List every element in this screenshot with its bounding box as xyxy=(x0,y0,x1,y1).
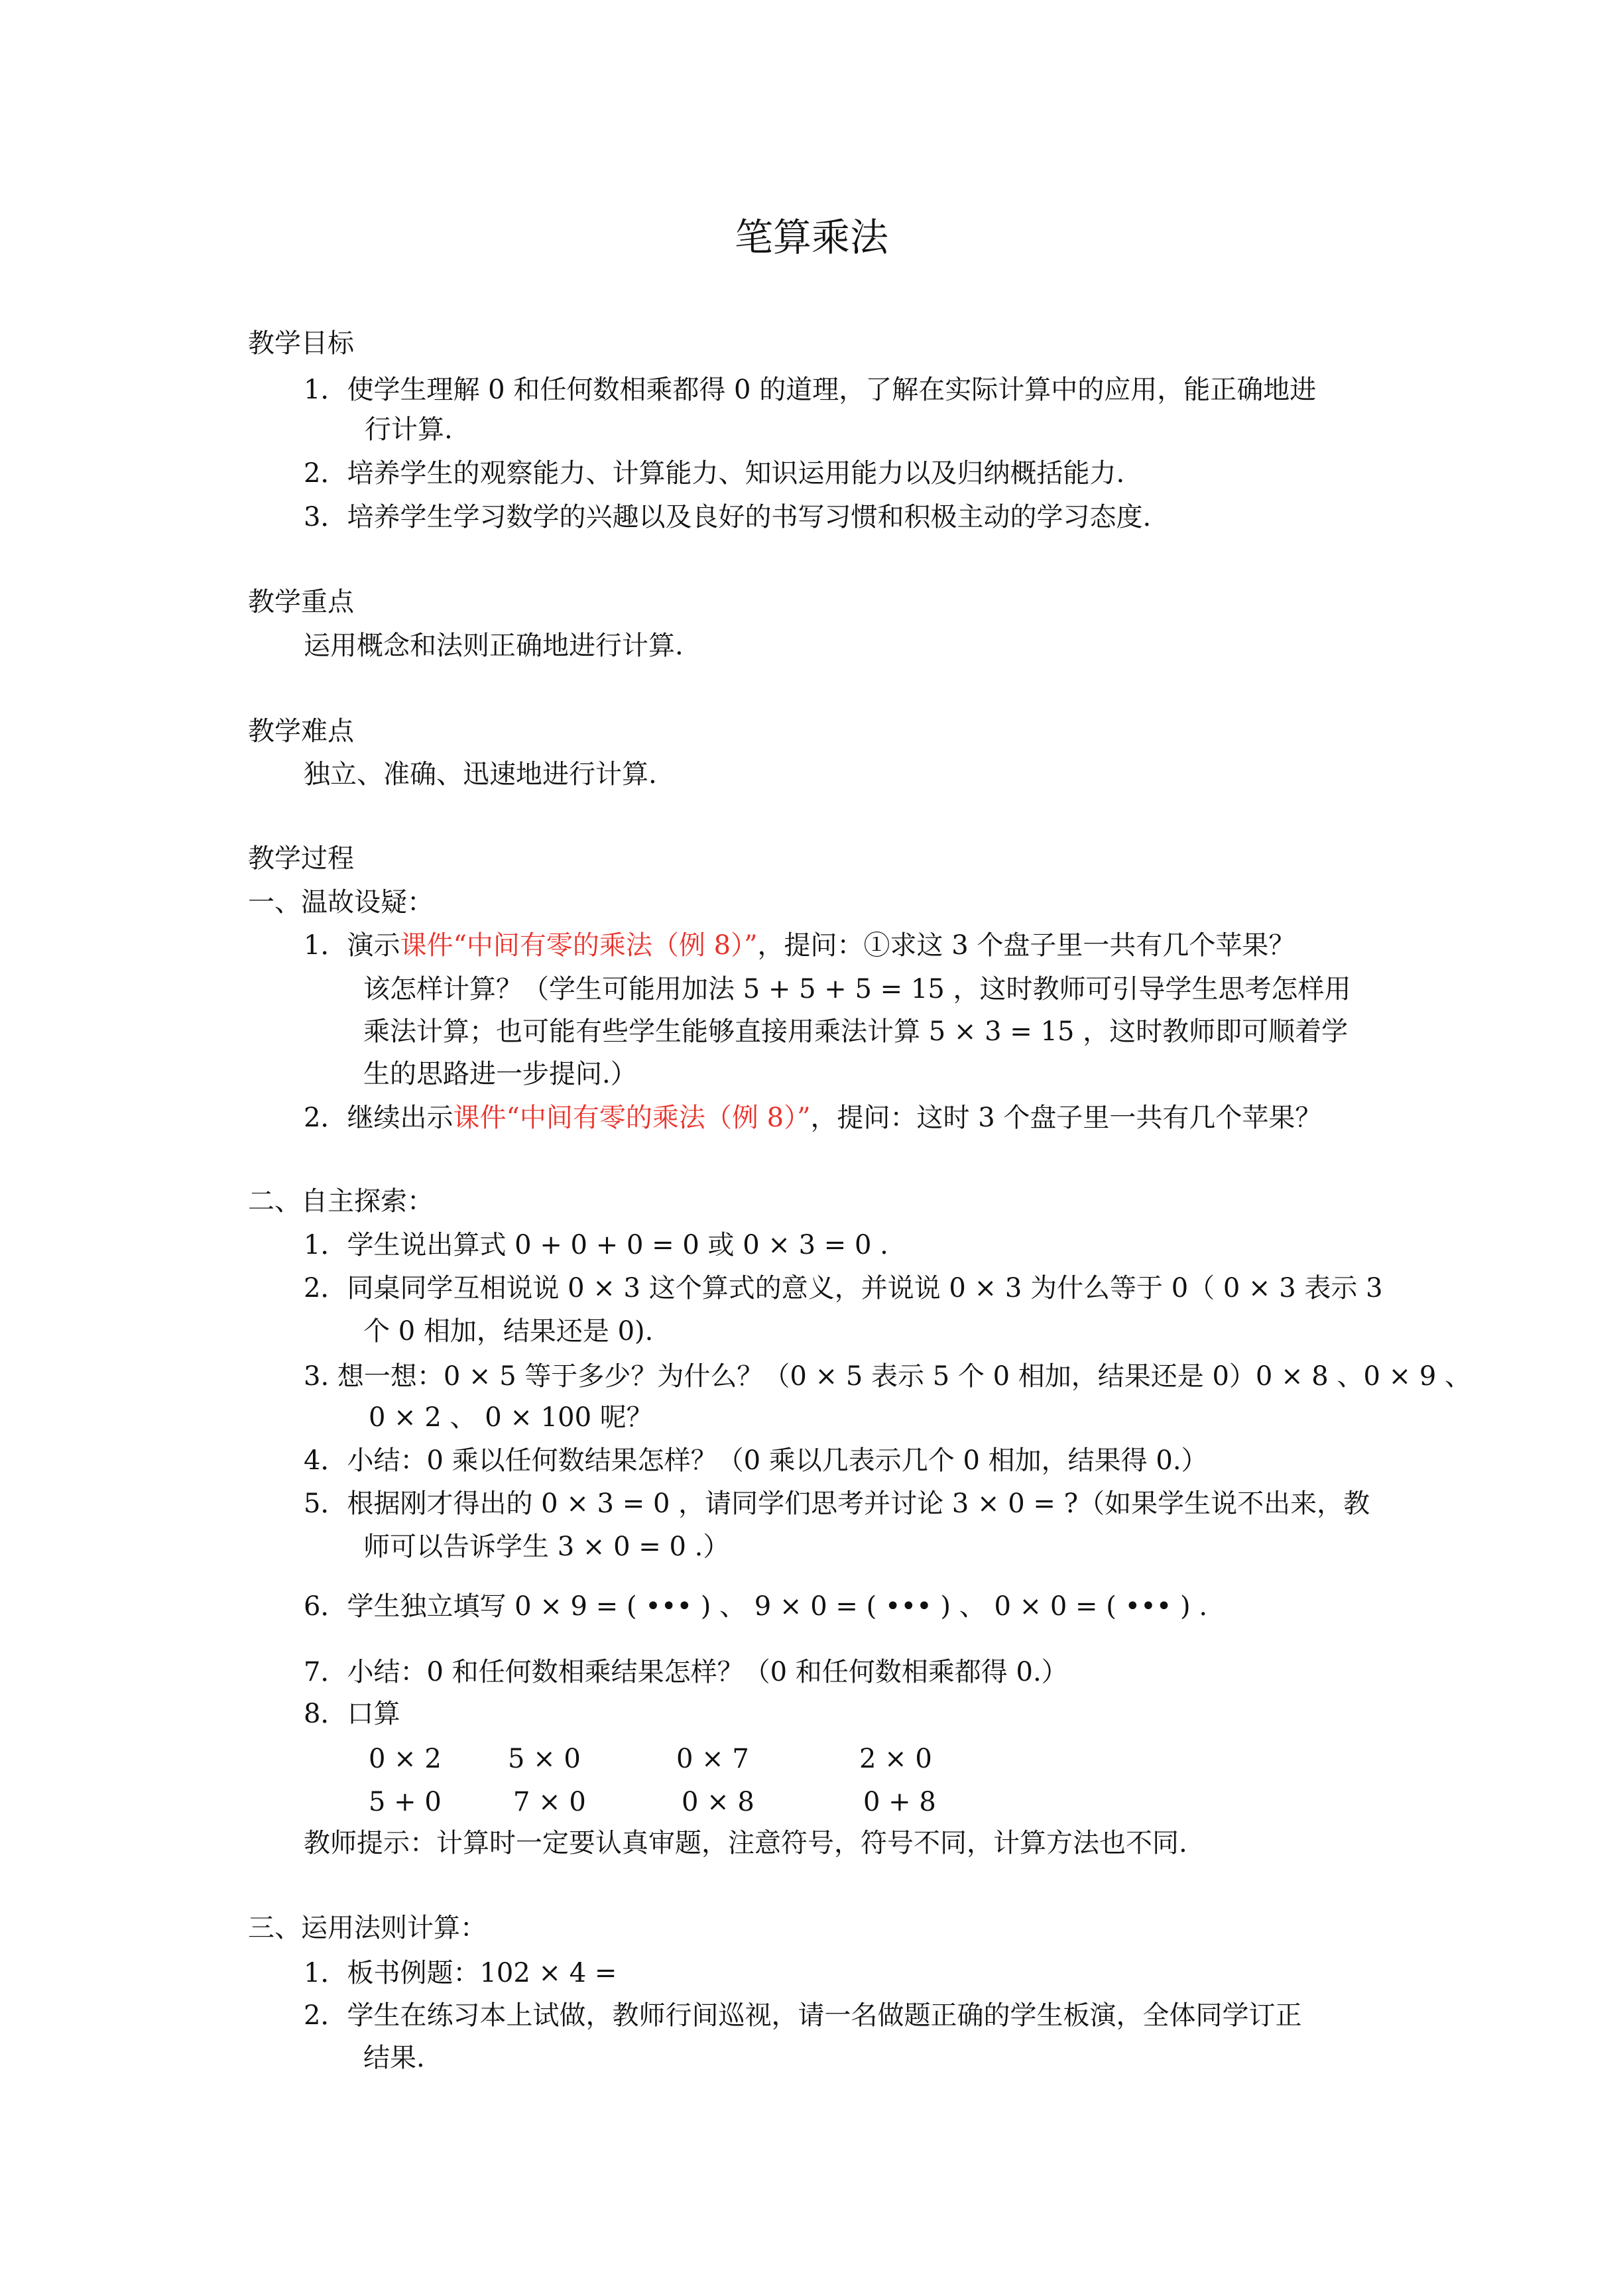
section2-item5-line2: 师可以告诉学生 3 × 0 = 0 .） xyxy=(363,1532,730,1562)
section1-item2 xyxy=(304,1099,1321,1136)
section1-item1-line1 xyxy=(304,927,1295,964)
oral-row1-cell4: 2 × 0 xyxy=(859,1744,932,1774)
oral-row1-cell1: 0 × 2 xyxy=(369,1744,442,1774)
section1-heading: 一、温故设疑： xyxy=(248,887,434,918)
section2-item7: 7．小结：0 和任何数相乘结果怎样？（0 和任何数相乘都得 0.） xyxy=(304,1657,1068,1687)
section2-item2-line1: 2．同桌同学互相说说 0 × 3 这个算式的意义，并说说 0 × 3 为什么等于 0（ 0 × 3 表示 3 xyxy=(304,1273,1383,1303)
section2-heading: 二、自主探索： xyxy=(248,1186,434,1217)
oral-row1-cell2: 5 × 0 xyxy=(508,1744,581,1774)
section1-item1-line2: 该怎样计算？（学生可能用加法 5 + 5 + 5 = 15 ，这时教师可引导学生思考怎样用 xyxy=(363,974,1351,1004)
oral-row2-cell3: 0 × 8 xyxy=(682,1787,754,1817)
section2-item3-line2: 0 × 2 、 0 × 100 呢？ xyxy=(369,1402,653,1433)
oral-row2-cell4: 0 + 8 xyxy=(863,1787,936,1817)
process-heading: 教学过程 xyxy=(248,843,354,874)
objectives-heading: 教学目标 xyxy=(248,328,354,359)
section2-item6: 6．学生独立填写 0 × 9 = ( ••• ) 、 9 × 0 = ( ••• ) 、 0 × 0 = ( ••• ) . xyxy=(304,1591,1208,1622)
section2-item4: 4．小结：0 乘以任何数结果怎样？（0 乘以几表示几个 0 相加，结果得 0.） xyxy=(304,1445,1208,1476)
section2-item5-line1: 5．根据刚才得出的 0 × 3 = 0 ，请同学们思考并讨论 3 × 0 = ?（如果学生说不出来，教 xyxy=(304,1488,1370,1519)
courseware-link-1[interactable]: 课件“中间有零的乘法（例 8）” xyxy=(400,930,758,961)
courseware-link-2[interactable]: 课件“中间有零的乘法（例 8）” xyxy=(453,1103,811,1133)
key-point-text: 运用概念和法则正确地进行计算. xyxy=(304,631,684,661)
difficulty-heading: 教学难点 xyxy=(248,716,354,747)
page-title: 笔算乘法 xyxy=(734,215,888,260)
oral-row1-cell3: 0 × 7 xyxy=(676,1744,749,1774)
section1-item1-suffix: ，提问：①求这 3 个盘子里一共有几个苹果？ xyxy=(757,930,1295,961)
objective-2: 2．培养学生的观察能力、计算能力、知识运用能力以及归纳概括能力. xyxy=(304,458,1125,489)
objective-3: 3．培养学生学习数学的兴趣以及良好的书写习惯和积极主动的学习态度. xyxy=(304,502,1152,532)
key-point-heading: 教学重点 xyxy=(248,587,354,617)
section3-heading: 三、运用法则计算： xyxy=(248,1913,487,1943)
section1-item1-line4: 生的思路进一步提问.） xyxy=(363,1059,637,1089)
objective-1-line2: 行计算. xyxy=(365,414,453,445)
difficulty-text: 独立、准确、迅速地进行计算. xyxy=(304,759,657,790)
oral-row2-cell2: 7 × 0 xyxy=(513,1787,586,1817)
section1-item2-suffix: ，提问：这时 3 个盘子里一共有几个苹果？ xyxy=(810,1103,1322,1133)
section2-item3-line1: 3. 想一想：0 × 5 等于多少？为什么？（0 × 5 表示 5 个 0 相加，结果还是 0）0 × 8 、0 × 9 、 xyxy=(304,1361,1472,1392)
oral-row2-cell1: 5 + 0 xyxy=(369,1787,442,1817)
section3-item2-line1: 2．学生在练习本上试做，教师行间巡视，请一名做题正确的学生板演，全体同学订正 xyxy=(304,2000,1302,2031)
section2-item1: 1．学生说出算式 0 + 0 + 0 = 0 或 0 × 3 = 0 . xyxy=(304,1230,888,1260)
section1-item1-prefix: 1．演示 xyxy=(304,930,400,961)
section3-item1: 1．板书例题：102 × 4 = xyxy=(304,1958,617,1988)
section2-item2-line2: 个 0 相加，结果还是 0). xyxy=(363,1316,654,1347)
section1-item1-line3: 乘法计算；也可能有些学生能够直接用乘法计算 5 × 3 = 15 ，这时教师即可顺着学 xyxy=(363,1016,1349,1047)
section2-item8: 8．口算 xyxy=(304,1699,400,1729)
section3-item2-line2: 结果. xyxy=(363,2043,425,2073)
teacher-tip: 教师提示：计算时一定要认真审题，注意符号，符号不同，计算方法也不同. xyxy=(304,1828,1187,1858)
section1-item2-prefix: 2．继续出示 xyxy=(304,1103,453,1133)
objective-1-line1: 1．使学生理解 0 和任何数相乘都得 0 的道理，了解在实际计算中的应用，能正确地进 xyxy=(304,375,1317,405)
